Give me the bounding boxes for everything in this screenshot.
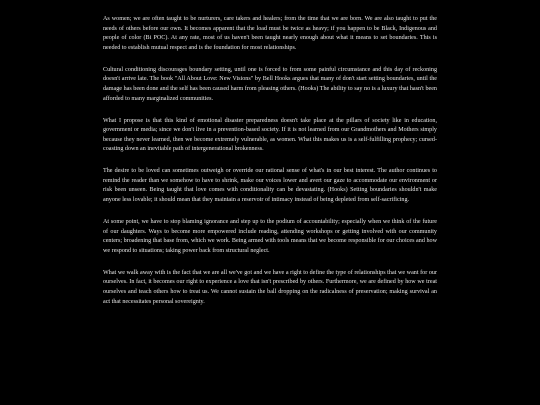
paragraph-3: What I propose is that this kind of emotional disaster preparedness doesn't take place at the pillars of society like in education, government or media; since we don't live in a prevention-based society. If it is not learned from our Grandmothers and Mothers simply because they never learned, then we become extremely vulnerable, as women. What this makes us is a self-fulfilling prophecy; cursed- coasting down an inevitable path of intergenerational brokenness. — [103, 117, 437, 153]
paragraph-6: What we walk away with is the fact that we are all we've got and we have a right to define the type of relationships that we want for our ourselves. In fact, it becomes our right to experience a love that isn't prescribed by others. Furthermore, we are defined by how we treat ourselves and teach others how to treat us. We cannot sustain the ball dropping on the radicalness of preservation; making survival an act that necessitates personal sovereignty. — [103, 269, 437, 305]
paragraph-2: Cultural conditioning discourages boundary setting, until one is forced to from some painful circumstance and this day of reckoning doesn't arrive late. The book "All About Love: New Visions" by Bell Hooks argues that many of don't start setting boundaries, until the damage has been done and the self has been caused harm from pleasing others. (Hooks) The ability to say no is a luxury that hasn't been afforded to many marginalized communities. — [103, 66, 437, 102]
paragraph-1: As women; we are often taught to be nurturers, care takers and healers; from the time that we are born. We are also taught to put the needs of others before our own. It becomes apparent that the load must be twice as heavy; if you happen to be Black, Indigenous and people of color (Bi POC). At any rate, most of us haven't been taught nearly enough about what it means to set boundaries. This is needed to establish mutual respect and is the foundation for most relationships. — [103, 16, 437, 51]
document-body — [103, 15, 437, 307]
paragraph-5: At some point, we have to stop blaming ignorance and step up to the podium of accountability; especially when we think of the future of our daughters. Ways to become more empowered include reading, attending workshops or getting involved with our community centers; broadening that base from, which we work. Being armed with tools means that we become responsible for our choices and how we respond to situations; taking power back from structural neglect. — [103, 219, 437, 254]
paragraph-4: The desire to be loved can sometimes outweigh or override our rational sense of what's in our best interest. The author continues to remind the reader than we somehow to have to shrink, make our voices lower and avert our gaze to accommodate our environment or risk been unseen. Being taught that love comes with conditionality can be devastating. (Hooks) Setting boundaries shouldn't make anyone less lovable; it should mean that they maintain a reservoir of intimacy instead of being depleted from self-sacrificing. — [103, 168, 437, 204]
